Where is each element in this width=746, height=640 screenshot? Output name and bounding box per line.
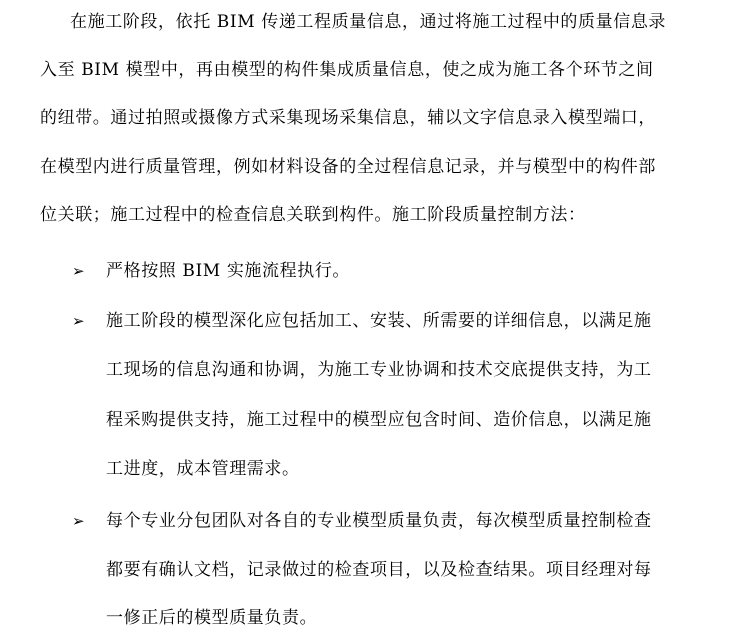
bullet-line: 程采购提供支持，施工过程中的模型应包含时间、造价信息，以满足施: [106, 410, 652, 430]
paragraph-line: 在模型内进行质量管理，例如材料设备的全过程信息记录，并与模型中的构件部: [40, 157, 656, 177]
bullet-line: 工进度，成本管理需求。: [106, 459, 300, 479]
bullet-line: 施工阶段的模型深化应包括加工、安装、所需要的详细信息，以满足施: [106, 311, 652, 331]
bullet-line: 严格按照 BIM 实施流程执行。: [106, 261, 351, 281]
paragraph-line: 在施工阶段，依托 BIM 传递工程质量信息，通过将施工过程中的质量信息录: [70, 12, 667, 32]
arrow-bullet-icon: ➢: [72, 312, 85, 330]
paragraph-line: 入至 BIM 模型中，再由模型的构件集成质量信息，使之成为施工各个环节之间: [40, 60, 654, 80]
bullet-line: 每个专业分包团队对各自的专业模型质量负责，每次模型质量控制检查: [106, 511, 652, 531]
arrow-bullet-icon: ➢: [72, 512, 85, 530]
arrow-bullet-icon: ➢: [72, 262, 85, 280]
bullet-line: 工现场的信息沟通和协调，为施工专业协调和技术交底提供支持，为工: [106, 360, 652, 380]
bullet-line: 一修正后的模型质量负责。: [106, 608, 318, 628]
bullet-line: 都要有确认文档，记录做过的检查项目，以及检查结果。项目经理对每: [106, 560, 652, 580]
paragraph-line: 的纽带。通过拍照或摄像方式采集现场采集信息，辅以文字信息录入模型端口，: [40, 108, 656, 128]
paragraph-line: 位关联；施工过程中的检查信息关联到构件。施工阶段质量控制方法：: [40, 205, 586, 225]
